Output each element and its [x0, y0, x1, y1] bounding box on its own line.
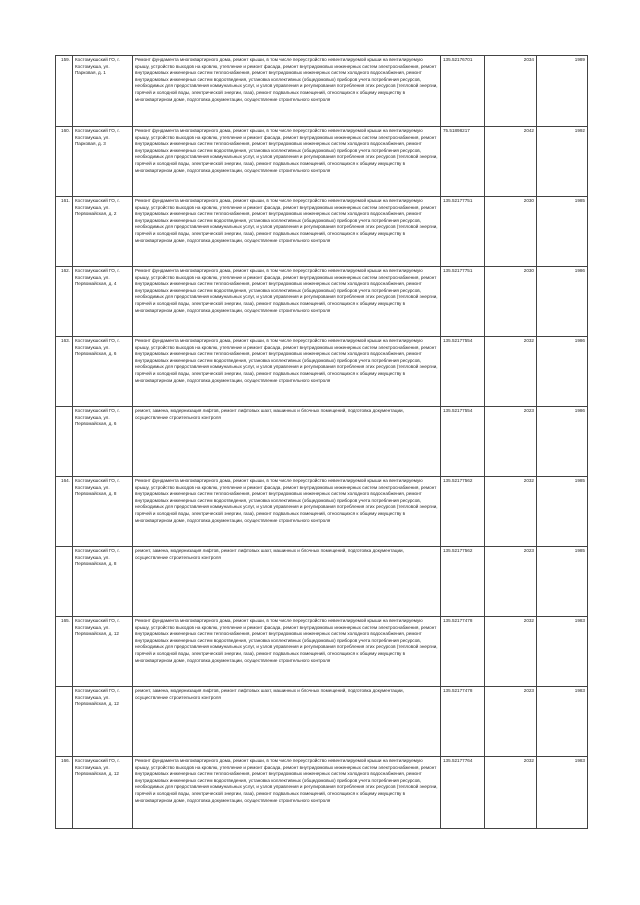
row-number: 165. [56, 617, 73, 687]
row-plan-year: 2023 [485, 547, 537, 617]
row-plan-year: 2034 [485, 56, 537, 127]
row-work-types: Ремонт фундамента многоквартирного дома, ремонт крыши, в том числе переустройство невентилируемой крыши на вентилируемую крышу, устройство выходов на кровлю, утепление и ремонт фасада, ремонт внутридомовых инженерных систем электроснабжения, ремонт внутридомовых инженерных систем теплоснабжения, ремонт внутридомовых инженерных систем холодного водоснабжения, ремонт внутридомовых инженерных систем водоотведения, установка коллективных (общедомовых) приборов учета потребления ресурсов, необходимых для предоставления коммунальных услуг, и узлов управления и регулирования потребления этих ресурсов (тепловой энергии, горячей и холодной воды, электрической энергии, газа), ремонт подвальных помещений, относящихся к общему имуществу в многоквартирном доме, подготовка документации, осуществление строительного контроля [133, 56, 441, 127]
row-plan-year: 2032 [485, 757, 537, 829]
row-work-types: Ремонт фундамента многоквартирного дома, ремонт крыши, в том числе переустройство невентилируемой крыши на вентилируемую крышу, устройство выходов на кровлю, утепление и ремонт фасада, ремонт внутридомовых инженерных систем электроснабжения, ремонт внутридомовых инженерных систем теплоснабжения, ремонт внутридомовых инженерных систем холодного водоснабжения, ремонт внутридомовых инженерных систем водоотведения, установка коллективных (общедомовых) приборов учета потребления ресурсов, необходимых для предоставления коммунальных услуг, и узлов управления и регулирования потребления этих ресурсов (тепловой энергии, горячей и холодной воды, электрической энергии, газа), ремонт подвальных помещений, относящихся к общему имуществу в многоквартирном доме, подготовка документации, осуществление строительного контроля [133, 337, 441, 407]
row-house-code: 135.52177478 [441, 617, 485, 687]
row-address: Костомукшский ГО, г. Костомукша, ул. Первомайская, д. 8 [73, 547, 133, 617]
table-row [56, 407, 588, 477]
row-build-year: 1985 [537, 547, 588, 617]
capital-repair-table [55, 55, 588, 829]
row-address: Костомукшский ГО, г. Костомукша, ул. Первомайская, д. 6 [73, 407, 133, 477]
row-build-year: 1985 [537, 197, 588, 267]
row-build-year: 1983 [537, 687, 588, 757]
row-work-types: Ремонт фундамента многоквартирного дома, ремонт крыши, в том числе переустройство невентилируемой крыши на вентилируемую крышу, устройство выходов на кровлю, утепление и ремонт фасада, ремонт внутридомовых инженерных систем электроснабжения, ремонт внутридомовых инженерных систем теплоснабжения, ремонт внутридомовых инженерных систем холодного водоснабжения, ремонт внутридомовых инженерных систем водоотведения, установка коллективных (общедомовых) приборов учета потребления ресурсов, необходимых для предоставления коммунальных услуг, и узлов управления и регулирования потребления этих ресурсов (тепловой энергии, горячей и холодной воды, электрической энергии, газа), ремонт подвальных помещений, относящихся к общему имуществу в многоквартирном доме, подготовка документации, осуществление строительного контроля [133, 267, 441, 337]
row-plan-year: 2032 [485, 617, 537, 687]
table-row [56, 617, 588, 687]
row-build-year: 1989 [537, 56, 588, 127]
row-plan-year: 2032 [485, 477, 537, 547]
row-work-types: Ремонт фундамента многоквартирного дома, ремонт крыши, в том числе переустройство невентилируемой крыши на вентилируемую крышу, устройство выходов на кровлю, утепление и ремонт фасада, ремонт внутридомовых инженерных систем электроснабжения, ремонт внутридомовых инженерных систем теплоснабжения, ремонт внутридомовых инженерных систем холодного водоснабжения, ремонт внутридомовых инженерных систем водоотведения, установка коллективных (общедомовых) приборов учета потребления ресурсов, необходимых для предоставления коммунальных услуг, и узлов управления и регулирования потребления этих ресурсов (тепловой энергии, горячей и холодной воды, электрической энергии, газа), ремонт подвальных помещений, относящихся к общему имуществу в многоквартирном доме, подготовка документации, осуществление строительного контроля [133, 127, 441, 197]
table-row [56, 687, 588, 757]
row-house-code: 135.52177554 [441, 407, 485, 477]
row-number: 162. [56, 267, 73, 337]
row-house-code: 135.52177478 [441, 687, 485, 757]
row-number: 164. [56, 477, 73, 547]
row-plan-year: 2042 [485, 127, 537, 197]
row-work-types: Ремонт фундамента многоквартирного дома, ремонт крыши, в том числе переустройство невентилируемой крыши на вентилируемую крышу, устройство выходов на кровлю, утепление и ремонт фасада, ремонт внутридомовых инженерных систем электроснабжения, ремонт внутридомовых инженерных систем теплоснабжения, ремонт внутридомовых инженерных систем холодного водоснабжения, ремонт внутридомовых инженерных систем водоотведения, установка коллективных (общедомовых) приборов учета потребления ресурсов, необходимых для предоставления коммунальных услуг, и узлов управления и регулирования потребления этих ресурсов (тепловой энергии, горячей и холодной воды, электрической энергии, газа), ремонт подвальных помещений, относящихся к общему имуществу в многоквартирном доме, подготовка документации, осуществление строительного контроля [133, 757, 441, 829]
row-number: 159. [56, 56, 73, 127]
row-house-code: 135.52177751 [441, 197, 485, 267]
row-house-code: 135.52177562 [441, 547, 485, 617]
row-number [56, 687, 73, 757]
table-row [56, 757, 588, 829]
row-build-year: 1983 [537, 757, 588, 829]
row-house-code: 135.52177554 [441, 337, 485, 407]
row-address: Костомукшский ГО, г. Костомукша, ул. Первомайская, д. 6 [73, 337, 133, 407]
table-row [56, 337, 588, 407]
table-row [56, 547, 588, 617]
table-row [56, 477, 588, 547]
row-address: Костомукшский ГО, г. Костомукша, ул. Первомайская, д. 12 [73, 617, 133, 687]
row-work-types: Ремонт фундамента многоквартирного дома, ремонт крыши, в том числе переустройство невентилируемой крыши на вентилируемую крышу, устройство выходов на кровлю, утепление и ремонт фасада, ремонт внутридомовых инженерных систем электроснабжения, ремонт внутридомовых инженерных систем теплоснабжения, ремонт внутридомовых инженерных систем холодного водоснабжения, ремонт внутридомовых инженерных систем водоотведения, установка коллективных (общедомовых) приборов учета потребления ресурсов, необходимых для предоставления коммунальных услуг, и узлов управления и регулирования потребления этих ресурсов (тепловой энергии, горячей и холодной воды, электрической энергии, газа), ремонт подвальных помещений, относящихся к общему имуществу в многоквартирном доме, подготовка документации, осуществление строительного контроля [133, 617, 441, 687]
row-work-types: ремонт, замена, модернизация лифтов, ремонт лифтовых шахт, машинных и блочных помещений, подготовка документации, осуществление строительного контроля [133, 547, 441, 617]
row-number: 166. [56, 757, 73, 829]
row-work-types: Ремонт фундамента многоквартирного дома, ремонт крыши, в том числе переустройство невентилируемой крыши на вентилируемую крышу, устройство выходов на кровлю, утепление и ремонт фасада, ремонт внутридомовых инженерных систем электроснабжения, ремонт внутридомовых инженерных систем теплоснабжения, ремонт внутридомовых инженерных систем холодного водоснабжения, ремонт внутридомовых инженерных систем водоотведения, установка коллективных (общедомовых) приборов учета потребления ресурсов, необходимых для предоставления коммунальных услуг, и узлов управления и регулирования потребления этих ресурсов (тепловой энергии, горячей и холодной воды, электрической энергии, газа), ремонт подвальных помещений, относящихся к общему имуществу в многоквартирном доме, подготовка документации, осуществление строительного контроля [133, 197, 441, 267]
row-build-year: 1992 [537, 127, 588, 197]
row-house-code: 135.52176701 [441, 56, 485, 127]
row-work-types: ремонт, замена, модернизация лифтов, ремонт лифтовых шахт, машинных и блочных помещений, подготовка документации, осуществление строительного контроля [133, 687, 441, 757]
row-number: 163. [56, 337, 73, 407]
row-plan-year: 2030 [485, 197, 537, 267]
row-address: Костомукшский ГО, г. Костомукша, ул. Парковая, д. 1 [73, 56, 133, 127]
row-plan-year: 2032 [485, 337, 537, 407]
row-work-types: Ремонт фундамента многоквартирного дома, ремонт крыши, в том числе переустройство невентилируемой крыши на вентилируемую крышу, устройство выходов на кровлю, утепление и ремонт фасада, ремонт внутридомовых инженерных систем электроснабжения, ремонт внутридомовых инженерных систем теплоснабжения, ремонт внутридомовых инженерных систем холодного водоснабжения, ремонт внутридомовых инженерных систем водоотведения, установка коллективных (общедомовых) приборов учета потребления ресурсов, необходимых для предоставления коммунальных услуг, и узлов управления и регулирования потребления этих ресурсов (тепловой энергии, горячей и холодной воды, электрической энергии, газа), ремонт подвальных помещений, относящихся к общему имуществу в многоквартирном доме, подготовка документации, осуществление строительного контроля [133, 477, 441, 547]
row-address: Костомукшский ГО, г. Костомукша, ул. Первомайская, д. 8 [73, 477, 133, 547]
row-address: Костомукшский ГО, г. Костомукша, ул. Первомайская, д. 2 [73, 197, 133, 267]
row-build-year: 1985 [537, 477, 588, 547]
row-number [56, 547, 73, 617]
row-address: Костомукшский ГО, г. Костомукша, ул. Парковая, д. 3 [73, 127, 133, 197]
row-house-code: 135.52177751 [441, 267, 485, 337]
row-number [56, 407, 73, 477]
row-house-code: 135.52177764 [441, 757, 485, 829]
row-build-year: 1986 [537, 267, 588, 337]
row-plan-year: 2030 [485, 267, 537, 337]
row-work-types: ремонт, замена, модернизация лифтов, ремонт лифтовых шахт, машинных и блочных помещений, подготовка документации, осуществление строительного контроля [133, 407, 441, 477]
table-row [56, 267, 588, 337]
row-house-code: 135.52177562 [441, 477, 485, 547]
row-build-year: 1986 [537, 407, 588, 477]
row-address: Костомукшский ГО, г. Костомукша, ул. Первомайская, д. 12 [73, 687, 133, 757]
row-address: Костомукшский ГО, г. Костомукша, ул. Первомайская, д. 12 [73, 757, 133, 829]
row-number: 161. [56, 197, 73, 267]
row-build-year: 1983 [537, 617, 588, 687]
row-plan-year: 2023 [485, 407, 537, 477]
row-build-year: 1986 [537, 337, 588, 407]
row-address: Костомукшский ГО, г. Костомукша, ул. Первомайская, д. 4 [73, 267, 133, 337]
table-row [56, 127, 588, 197]
table-row [56, 56, 588, 127]
row-house-code: 75.51898217 [441, 127, 485, 197]
row-number: 160. [56, 127, 73, 197]
table-row [56, 197, 588, 267]
row-plan-year: 2023 [485, 687, 537, 757]
